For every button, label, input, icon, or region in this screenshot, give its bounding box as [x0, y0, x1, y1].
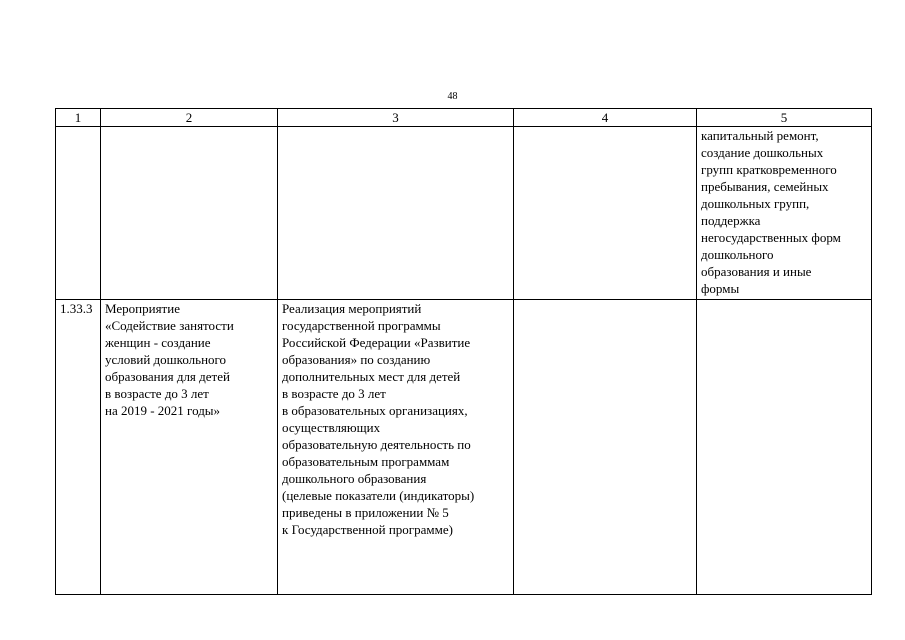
row-number-cell: 1.33.3 — [56, 300, 101, 595]
column-header-5: 5 — [697, 109, 872, 127]
page-number: 48 — [447, 91, 458, 102]
table-cell — [697, 300, 872, 595]
table-cell — [101, 127, 278, 300]
table-row — [56, 300, 872, 595]
column-header-1: 1 — [56, 109, 101, 127]
table-cell — [514, 300, 697, 595]
column-header-4: 4 — [514, 109, 697, 127]
header-row — [56, 109, 872, 127]
table-cell: капитальный ремонт, создание дошкольных групп кратковременного пребывания, семейных дошкольных групп, поддержка негосударственных форм дошкольного образования и иные формы — [697, 127, 872, 300]
table-cell — [56, 127, 101, 300]
description-cell: Реализация мероприятий государственной программы Российской Федерации «Развитие образования» по созданию дополнительных мест для детей в возрасте до 3 лет в образовательных организациях, осуществляющих образовательную деятельность по образовательным программам дошкольного образования (целевые показатели (индикаторы) приведены в приложении № 5 к Государственной программе) — [278, 300, 514, 595]
data-table — [55, 108, 872, 595]
column-header-3: 3 — [278, 109, 514, 127]
table-cell — [514, 127, 697, 300]
table-row — [56, 127, 872, 300]
column-header-2: 2 — [101, 109, 278, 127]
table-cell — [278, 127, 514, 300]
event-name-cell: Мероприятие «Содействие занятости женщин - создание условий дошкольного образования для детей в возрасте до 3 лет на 2019 - 2021 годы» — [101, 300, 278, 595]
